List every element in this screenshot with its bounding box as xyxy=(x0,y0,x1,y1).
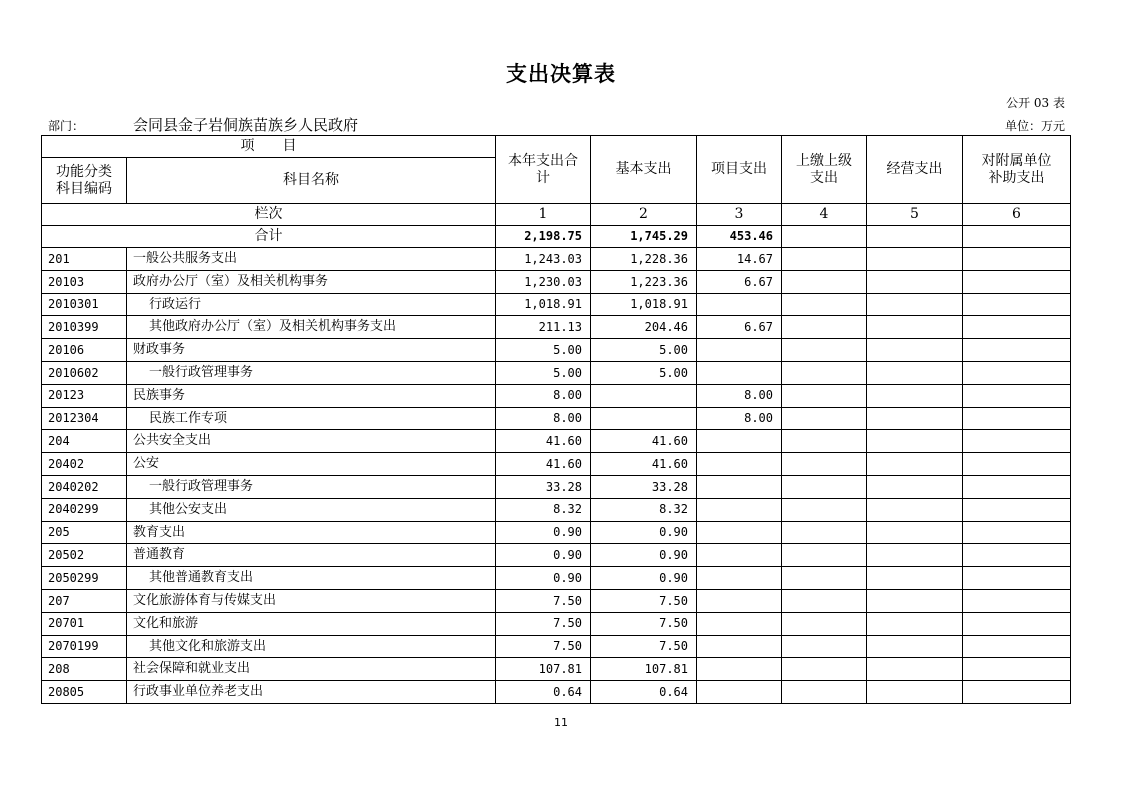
header-col-subsidy: 对附属单位补助支出 xyxy=(963,136,1071,204)
row-upper xyxy=(782,407,867,430)
row-name: 一般行政管理事务 xyxy=(127,361,496,384)
row-subsidy xyxy=(963,293,1071,316)
header-col-project: 项目支出 xyxy=(697,136,782,204)
row-business xyxy=(867,612,963,635)
row-basic: 5.00 xyxy=(591,361,697,384)
row-project xyxy=(697,567,782,590)
header-col-total: 本年支出合计 xyxy=(496,136,591,204)
row-total: 41.60 xyxy=(496,430,591,453)
table-row xyxy=(42,658,1071,681)
total-subsidy xyxy=(963,226,1071,248)
row-name: 财政事务 xyxy=(127,339,496,362)
row-upper xyxy=(782,544,867,567)
row-basic: 7.50 xyxy=(591,612,697,635)
row-total: 1,018.91 xyxy=(496,293,591,316)
row-subsidy xyxy=(963,361,1071,384)
row-upper xyxy=(782,521,867,544)
row-basic: 7.50 xyxy=(591,589,697,612)
row-code: 2070199 xyxy=(42,635,127,658)
row-subsidy xyxy=(963,248,1071,271)
row-subsidy xyxy=(963,430,1071,453)
row-total: 8.32 xyxy=(496,498,591,521)
row-upper xyxy=(782,612,867,635)
total-basic: 1,745.29 xyxy=(591,226,697,248)
row-total: 7.50 xyxy=(496,589,591,612)
row-code: 20123 xyxy=(42,384,127,407)
expenditure-table xyxy=(41,135,1071,704)
row-total: 107.81 xyxy=(496,658,591,681)
row-project xyxy=(697,635,782,658)
header-col-business: 经营支出 xyxy=(867,136,963,204)
row-business xyxy=(867,475,963,498)
unit-label: 单位：万元 xyxy=(1004,119,1065,133)
row-business xyxy=(867,498,963,521)
row-business xyxy=(867,248,963,271)
row-code: 2010399 xyxy=(42,316,127,339)
row-business xyxy=(867,635,963,658)
row-name: 普通教育 xyxy=(127,544,496,567)
row-subsidy xyxy=(963,521,1071,544)
row-upper xyxy=(782,361,867,384)
page-number: 11 xyxy=(554,716,568,729)
row-code: 2012304 xyxy=(42,407,127,430)
header-func-code: 功能分类科目编码 xyxy=(42,158,127,204)
row-project: 14.67 xyxy=(697,248,782,271)
table-row xyxy=(42,635,1071,658)
table-row xyxy=(42,270,1071,293)
row-subsidy xyxy=(963,339,1071,362)
column-number: 6 xyxy=(963,204,1071,226)
row-code: 208 xyxy=(42,658,127,681)
row-subsidy xyxy=(963,384,1071,407)
row-subsidy xyxy=(963,567,1071,590)
row-upper xyxy=(782,635,867,658)
row-project xyxy=(697,544,782,567)
department-name: 会同县金子岩侗族苗族乡人民政府 xyxy=(133,116,359,134)
row-upper xyxy=(782,293,867,316)
row-project xyxy=(697,612,782,635)
table-row xyxy=(42,567,1071,590)
row-subsidy xyxy=(963,270,1071,293)
row-name: 一般公共服务支出 xyxy=(127,248,496,271)
table-row xyxy=(42,498,1071,521)
row-upper xyxy=(782,658,867,681)
row-total: 0.90 xyxy=(496,544,591,567)
row-upper xyxy=(782,681,867,704)
column-number: 5 xyxy=(867,204,963,226)
row-code: 20402 xyxy=(42,453,127,476)
total-project: 453.46 xyxy=(697,226,782,248)
row-business xyxy=(867,293,963,316)
row-basic: 1,228.36 xyxy=(591,248,697,271)
table-row xyxy=(42,453,1071,476)
row-project xyxy=(697,453,782,476)
row-business xyxy=(867,544,963,567)
row-code: 2010301 xyxy=(42,293,127,316)
row-name: 行政运行 xyxy=(127,293,496,316)
total-upper xyxy=(782,226,867,248)
header-col-upper: 上缴上级支出 xyxy=(782,136,867,204)
row-basic: 33.28 xyxy=(591,475,697,498)
column-number: 1 xyxy=(496,204,591,226)
row-name: 一般行政管理事务 xyxy=(127,475,496,498)
total-label: 合计 xyxy=(42,226,496,248)
row-project xyxy=(697,498,782,521)
row-upper xyxy=(782,498,867,521)
row-project xyxy=(697,681,782,704)
table-row xyxy=(42,681,1071,704)
table-row xyxy=(42,407,1071,430)
table-row xyxy=(42,544,1071,567)
row-total: 33.28 xyxy=(496,475,591,498)
row-basic: 0.90 xyxy=(591,567,697,590)
total-row xyxy=(42,226,1071,248)
row-project xyxy=(697,430,782,453)
row-subsidy xyxy=(963,475,1071,498)
row-basic: 1,223.36 xyxy=(591,270,697,293)
row-business xyxy=(867,384,963,407)
table-row xyxy=(42,339,1071,362)
department-label: 部门： xyxy=(48,119,85,133)
row-business xyxy=(867,339,963,362)
row-name: 其他政府办公厅（室）及相关机构事务支出 xyxy=(127,316,496,339)
row-code: 205 xyxy=(42,521,127,544)
row-basic: 0.64 xyxy=(591,681,697,704)
row-total: 7.50 xyxy=(496,635,591,658)
row-business xyxy=(867,270,963,293)
row-basic: 0.90 xyxy=(591,544,697,567)
row-total: 0.90 xyxy=(496,521,591,544)
row-code: 20502 xyxy=(42,544,127,567)
table-row xyxy=(42,475,1071,498)
row-project xyxy=(697,475,782,498)
row-project xyxy=(697,589,782,612)
table-row xyxy=(42,430,1071,453)
row-business xyxy=(867,407,963,430)
row-upper xyxy=(782,453,867,476)
row-code: 2010602 xyxy=(42,361,127,384)
row-subsidy xyxy=(963,316,1071,339)
row-name: 公共安全支出 xyxy=(127,430,496,453)
row-subsidy xyxy=(963,498,1071,521)
table-row xyxy=(42,612,1071,635)
column-number: 3 xyxy=(697,204,782,226)
table-row xyxy=(42,521,1071,544)
form-number: 公开 03 表 xyxy=(1006,96,1065,110)
row-code: 207 xyxy=(42,589,127,612)
row-code: 204 xyxy=(42,430,127,453)
row-upper xyxy=(782,270,867,293)
header-item: 项 目 xyxy=(42,136,496,158)
row-business xyxy=(867,589,963,612)
row-code: 201 xyxy=(42,248,127,271)
row-upper xyxy=(782,567,867,590)
row-name: 文化和旅游 xyxy=(127,612,496,635)
row-business xyxy=(867,681,963,704)
row-total: 0.64 xyxy=(496,681,591,704)
row-total: 0.90 xyxy=(496,567,591,590)
row-subsidy xyxy=(963,453,1071,476)
row-basic: 5.00 xyxy=(591,339,697,362)
row-project: 6.67 xyxy=(697,270,782,293)
column-number: 4 xyxy=(782,204,867,226)
row-basic xyxy=(591,384,697,407)
table-row xyxy=(42,248,1071,271)
row-total: 8.00 xyxy=(496,384,591,407)
row-subsidy xyxy=(963,589,1071,612)
total-business xyxy=(867,226,963,248)
row-name: 民族事务 xyxy=(127,384,496,407)
row-basic: 0.90 xyxy=(591,521,697,544)
row-name: 其他公安支出 xyxy=(127,498,496,521)
row-upper xyxy=(782,339,867,362)
row-total: 8.00 xyxy=(496,407,591,430)
row-code: 2040299 xyxy=(42,498,127,521)
row-subsidy xyxy=(963,681,1071,704)
row-code: 20701 xyxy=(42,612,127,635)
row-basic: 107.81 xyxy=(591,658,697,681)
row-code: 2050299 xyxy=(42,567,127,590)
header-col-basic: 基本支出 xyxy=(591,136,697,204)
row-name: 民族工作专项 xyxy=(127,407,496,430)
row-total: 5.00 xyxy=(496,339,591,362)
row-code: 20103 xyxy=(42,270,127,293)
row-project: 8.00 xyxy=(697,407,782,430)
header-column-row-label: 栏次 xyxy=(42,204,496,226)
row-project xyxy=(697,361,782,384)
row-upper xyxy=(782,475,867,498)
row-project xyxy=(697,658,782,681)
row-code: 2040202 xyxy=(42,475,127,498)
row-basic: 41.60 xyxy=(591,453,697,476)
row-project: 6.67 xyxy=(697,316,782,339)
row-basic: 8.32 xyxy=(591,498,697,521)
row-subsidy xyxy=(963,407,1071,430)
row-project xyxy=(697,293,782,316)
row-name: 行政事业单位养老支出 xyxy=(127,681,496,704)
row-upper xyxy=(782,248,867,271)
row-basic: 204.46 xyxy=(591,316,697,339)
row-name: 文化旅游体育与传媒支出 xyxy=(127,589,496,612)
row-business xyxy=(867,361,963,384)
row-subsidy xyxy=(963,544,1071,567)
total-amount: 2,198.75 xyxy=(496,226,591,248)
row-subsidy xyxy=(963,612,1071,635)
row-subsidy xyxy=(963,658,1071,681)
row-total: 41.60 xyxy=(496,453,591,476)
column-number: 2 xyxy=(591,204,697,226)
row-name: 政府办公厅（室）及相关机构事务 xyxy=(127,270,496,293)
row-code: 20106 xyxy=(42,339,127,362)
row-upper xyxy=(782,384,867,407)
row-total: 1,230.03 xyxy=(496,270,591,293)
row-subsidy xyxy=(963,635,1071,658)
row-basic: 41.60 xyxy=(591,430,697,453)
row-code: 20805 xyxy=(42,681,127,704)
row-business xyxy=(867,658,963,681)
row-business xyxy=(867,567,963,590)
table-row xyxy=(42,589,1071,612)
row-name: 其他普通教育支出 xyxy=(127,567,496,590)
table-row xyxy=(42,361,1071,384)
row-business xyxy=(867,316,963,339)
row-project xyxy=(697,521,782,544)
row-name: 其他文化和旅游支出 xyxy=(127,635,496,658)
row-upper xyxy=(782,589,867,612)
row-name: 教育支出 xyxy=(127,521,496,544)
row-business xyxy=(867,453,963,476)
row-basic: 7.50 xyxy=(591,635,697,658)
row-name: 公安 xyxy=(127,453,496,476)
page-title: 支出决算表 xyxy=(506,62,616,86)
row-project xyxy=(697,339,782,362)
row-basic: 1,018.91 xyxy=(591,293,697,316)
row-project: 8.00 xyxy=(697,384,782,407)
row-upper xyxy=(782,430,867,453)
row-total: 5.00 xyxy=(496,361,591,384)
row-name: 社会保障和就业支出 xyxy=(127,658,496,681)
row-total: 7.50 xyxy=(496,612,591,635)
header-subject-name: 科目名称 xyxy=(127,158,496,204)
row-business xyxy=(867,521,963,544)
row-total: 1,243.03 xyxy=(496,248,591,271)
row-basic xyxy=(591,407,697,430)
row-business xyxy=(867,430,963,453)
row-total: 211.13 xyxy=(496,316,591,339)
row-upper xyxy=(782,316,867,339)
table-row xyxy=(42,384,1071,407)
table-row xyxy=(42,293,1071,316)
table-row xyxy=(42,316,1071,339)
